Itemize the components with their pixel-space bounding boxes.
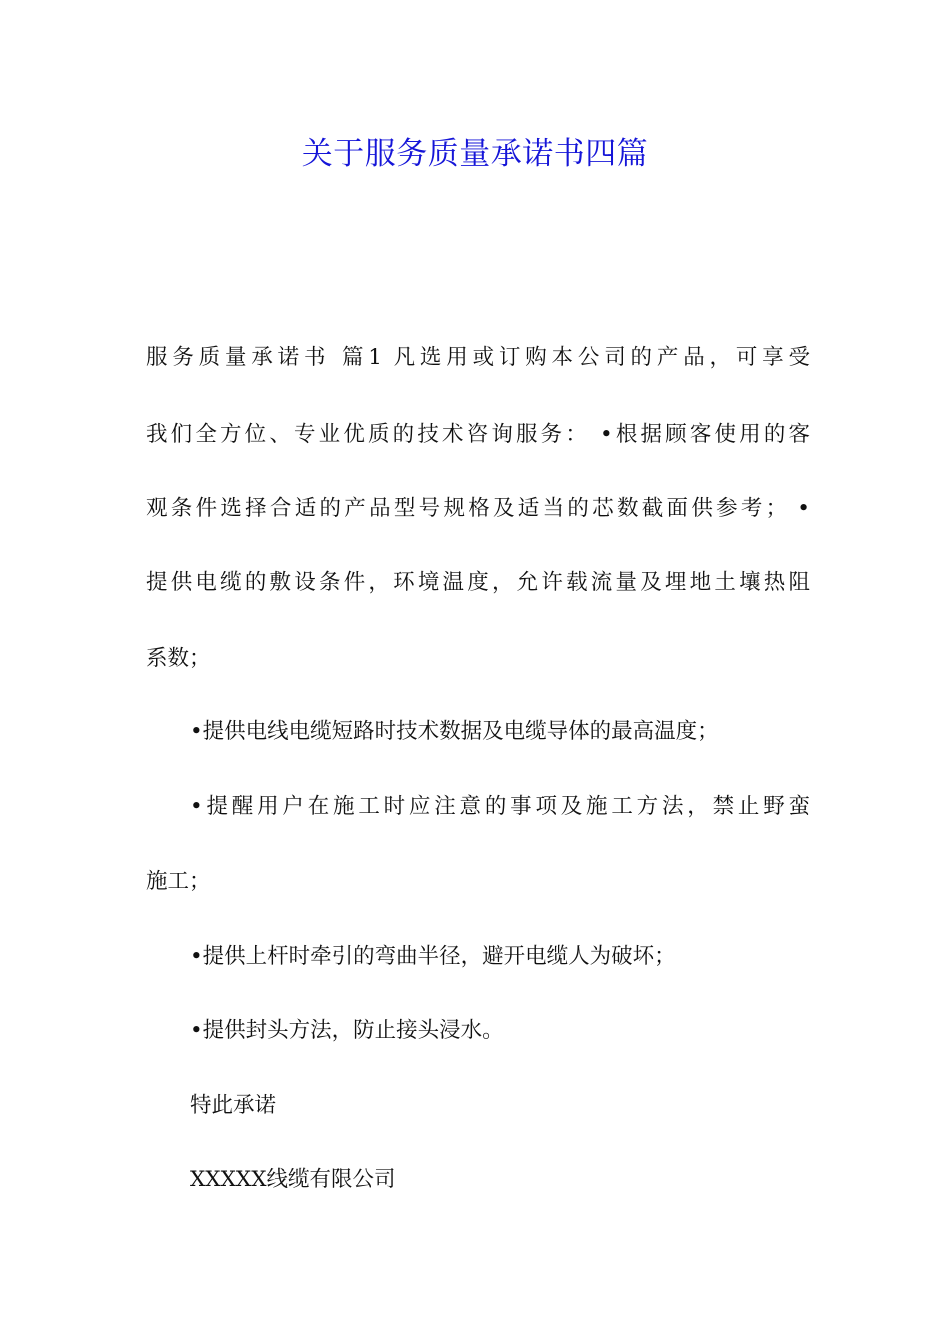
closing-statement: 特此承诺 [190,1093,277,1118]
bullet-item-sealing-method: •提供封头方法，防止接头浸水。 [190,1018,504,1043]
paragraph-line-5: 系数； [146,646,211,671]
document-title: 关于服务质量承诺书四篇 [301,136,649,172]
bullet-item-construction-notice: •提醒用户在施工时应注意的事项及施工方法，禁止野蛮 [190,794,810,819]
company-signature: XXXXX线缆有限公司 [190,1167,396,1192]
bullet-item-bending-radius: •提供上杆时牵引的弯曲半径，避开电缆人为破坏； [190,944,676,969]
paragraph-line-3: 观条件选择合适的产品型号规格及适当的芯数截面供参考； • [146,496,810,521]
bullet-item-construction-notice-cont: 施工； [146,869,211,894]
paragraph-line-4: 提供电缆的敷设条件，环境温度，允许载流量及埋地土壤热阻 [146,570,810,595]
paragraph-line-2: 我们全方位、专业优质的技术咨询服务： •根据顾客使用的客 [146,422,810,447]
paragraph-line-1: 服务质量承诺书 篇1 凡选用或订购本公司的产品，可享受 [146,345,810,370]
bullet-item-short-circuit-data: •提供电线电缆短路时技术数据及电缆导体的最高温度； [190,719,719,744]
